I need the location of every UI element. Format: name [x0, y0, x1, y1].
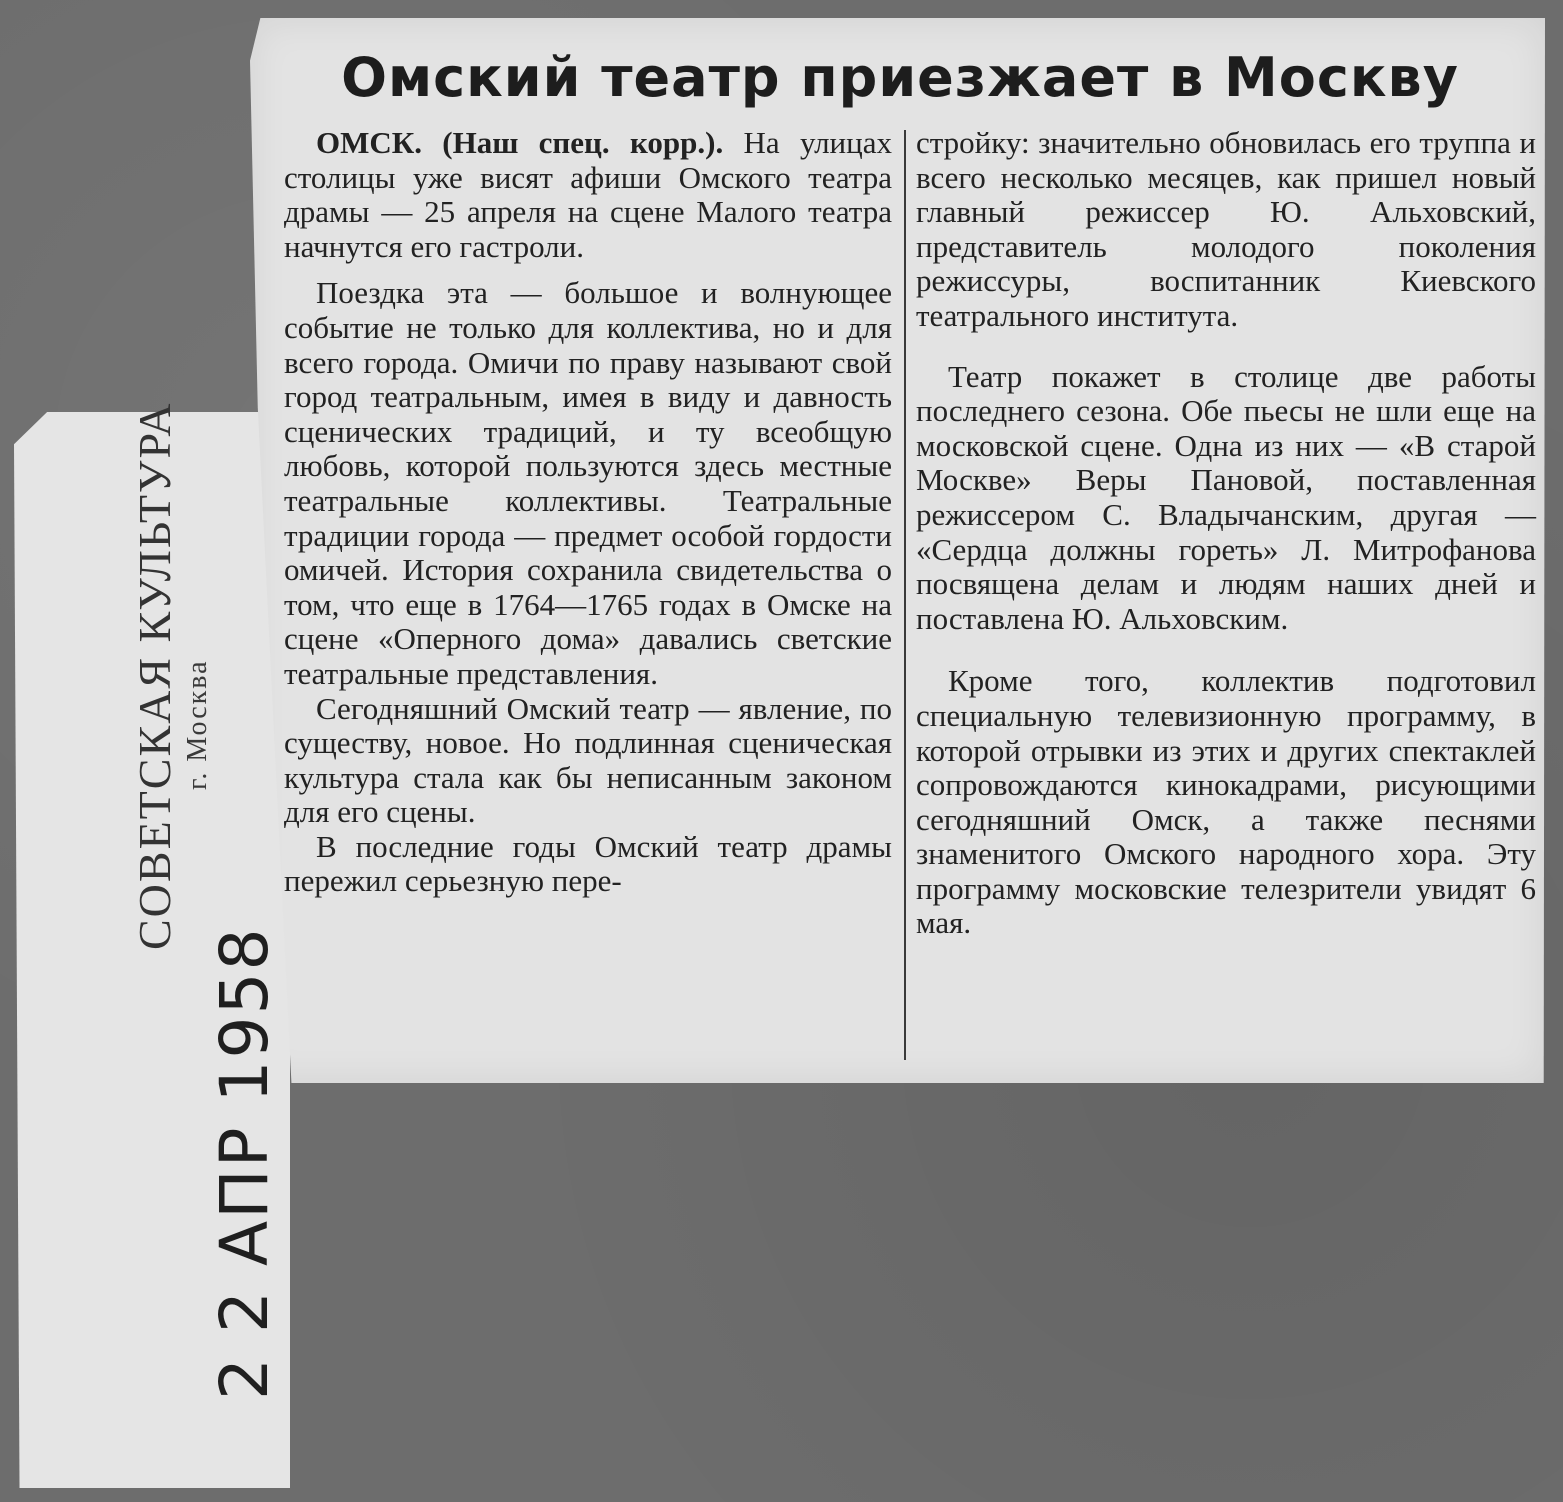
byline: ОМСК. (Наш спец. корр.).: [316, 125, 724, 160]
paragraph: Поездка эта — большое и волнующее событие не только для коллектива, но и для всего города. Омичи по праву называют свой город театральным, имея в виду и давность сценических традиций, и ту всеобщую любовь, которой пользуются здесь местные театральные коллективы. Театральные традиции города — предмет особой гордости омичей. История сохранила свидетельства о том, что еще в 1764—1765 годах в Омске на сцене «Оперного дома» давались светские театральные представления.: [284, 275, 892, 691]
article-column-right: [916, 126, 1536, 941]
article-headline: Омский театр приезжает в Москву: [341, 46, 1459, 109]
paragraph: Кроме того, коллектив подготовил специальную телевизионную программу, в которой отрывки из этих и других спектаклей сопровождаются кинокадрами, рисующими сегодняшний Омск, а также песнями знаменитого Омского народного хора. Эту программу московские телезрители увидят 6 мая.: [916, 663, 1536, 941]
paragraph: стройку: значительно обновилась его труппа и всего несколько месяцев, как пришел новый главный режиссер Ю. Альховский, представитель молодого поколения режиссуры, воспитанник Киевского театрального института.: [916, 125, 1536, 333]
newspaper-name-stamp: СОВЕТСКАЯ КУЛЬТУРА: [129, 401, 180, 950]
intro-text: На улицах столицы уже висят афиши Омского театра драмы — 25 апреля на сцене Малого театра начнутся его гастроли.: [284, 125, 892, 264]
paragraph: Сегодняшний Омский театр — явление, по существу, новое. Но подлинная сценическая культура стала как бы неписанным законом для его сцены.: [284, 690, 892, 830]
date-stamp: 2 2 АПР 1958: [206, 926, 283, 1400]
paragraph-intro: [284, 126, 892, 264]
paragraph: Театр покажет в столице две работы последнего сезона. Обе пьесы не шли еще на московской сцене. Одна из них — «В старой Москве» Веры Пановой, поставленная режиссером С. Владычанским, другая — «Сердца должны гореть» Л. Митрофанова посвящена делам и людям наших дней и поставлена Ю. Альховским.: [916, 358, 1536, 636]
paragraph: В последние годы Омский театр драмы пережил серьезную пере-: [284, 828, 892, 899]
article-column-left: [284, 126, 892, 899]
column-divider: [904, 130, 906, 1060]
city-stamp: г. Москва: [182, 659, 213, 790]
